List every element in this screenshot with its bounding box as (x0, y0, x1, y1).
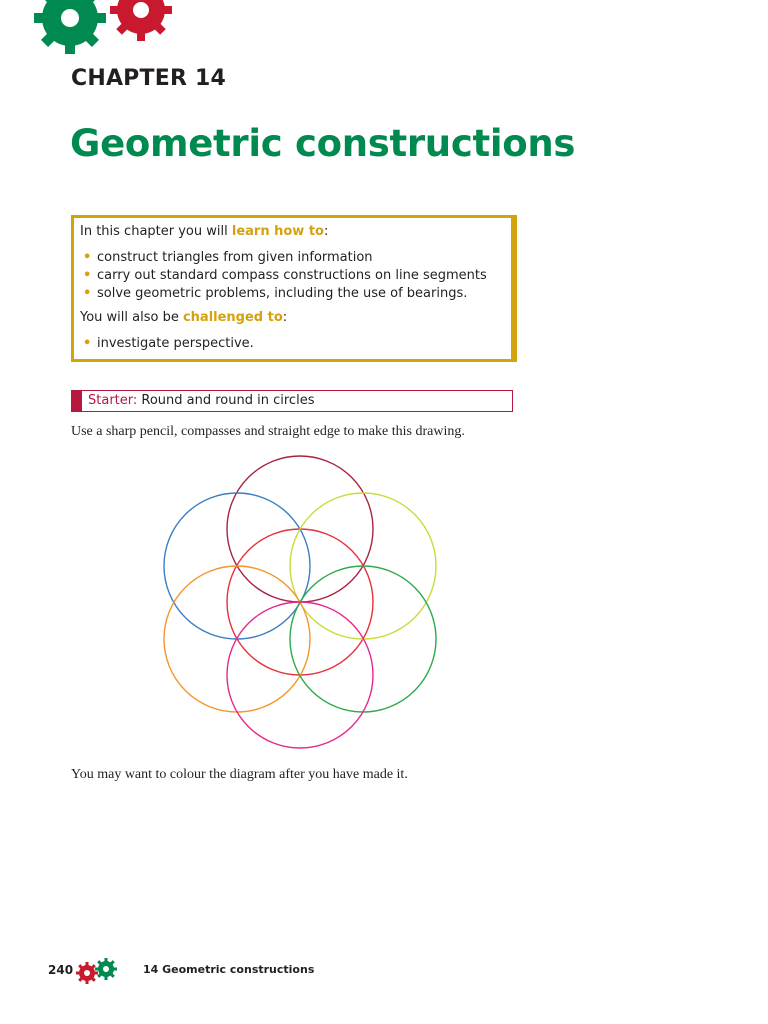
learning-objectives-box (71, 215, 517, 362)
circles-diagram (150, 450, 450, 755)
objectives-intro: In this chapter you will learn how to: (80, 224, 329, 239)
page-number: 240 (48, 963, 74, 977)
bullet-icon: • (83, 250, 92, 265)
list-item: • solve geometric problems, including the use of bearings. (83, 286, 468, 301)
bullet-icon: • (83, 286, 92, 301)
gears-icon (28, 0, 188, 56)
list-item: • construct triangles from given information (83, 250, 373, 265)
starter-label: Starter: (88, 393, 138, 408)
running-title: 14 Geometric constructions (143, 963, 315, 976)
colour-note: You may want to colour the diagram after you have made it. (71, 767, 408, 782)
list-item: • investigate perspective. (83, 336, 254, 351)
list-item: • carry out standard compass constructions on line segments (83, 268, 487, 283)
challenge-intro: You will also be challenged to: (80, 310, 288, 325)
learn-how-to-highlight: learn how to (231, 224, 324, 239)
bullet-icon: • (83, 336, 92, 351)
gears-icon (74, 958, 120, 984)
starter-heading (71, 390, 513, 412)
challenge-list (80, 335, 254, 353)
starter-title: Round and round in circles (137, 393, 315, 408)
chapter-label: CHAPTER 14 (71, 66, 226, 91)
challenged-to-highlight: challenged to (182, 310, 283, 325)
chapter-title: Geometric constructions (70, 122, 576, 165)
instructions-text: Use a sharp pencil, compasses and straight edge to make this drawing. (71, 424, 465, 439)
bullet-icon: • (83, 268, 92, 283)
objectives-list (80, 249, 487, 303)
